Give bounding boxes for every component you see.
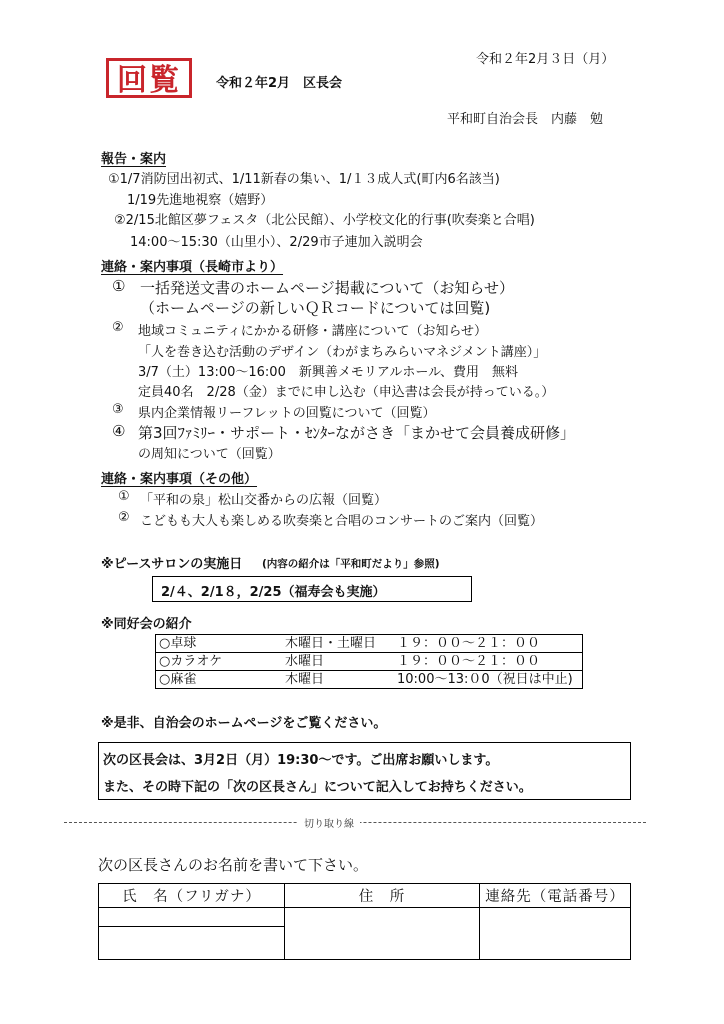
city-item-3-num: ③ — [112, 402, 124, 417]
phone-field[interactable] — [480, 908, 631, 960]
report-line-1: ①1/7消防団出初式、1/11新春の集い、1/１３成人式(町内6名該当) — [108, 172, 500, 187]
city-item-2: 地域コミュニティにかかる研修・講座について（お知らせ） — [138, 324, 488, 339]
city-item-4-num: ④ — [112, 422, 126, 440]
peace-salon-dates-box — [152, 576, 472, 602]
clubs-heading: ※同好会の紹介 — [101, 617, 192, 632]
next-meeting-line-1: 次の区長会は、3月2日（月）19:30～です。ご出席お願いします。 — [103, 753, 499, 768]
table-row — [99, 884, 631, 908]
city-item-1-num: ① — [112, 277, 126, 295]
club-time: 10:00～13:０0（祝日は中止) — [394, 671, 583, 689]
column-address: 住 所 — [285, 884, 480, 908]
other-item-2: こどもも大人も楽しめる吹奏楽と合唱のコンサートのご案内（回覧） — [140, 514, 544, 529]
homepage-note: ※是非、自治会のホームページをご覧ください。 — [101, 716, 387, 731]
page-title: 令和２年2月 区長会 — [216, 76, 343, 91]
section-report-heading: 報告・案内 — [101, 152, 167, 167]
club-day: 水曜日 — [282, 653, 394, 671]
club-day: 木曜日 — [282, 671, 394, 689]
peace-salon-note: (内容の紹介は「平和町だより」参照) — [262, 558, 440, 570]
club-name: ○麻雀 — [156, 671, 283, 689]
other-item-2-num: ② — [118, 510, 130, 525]
city-item-1-sub: （ホームページの新しいＱＲコードについては回覧) — [140, 299, 491, 317]
section-other-heading: 連絡・案内事項（その他） — [101, 472, 258, 487]
peace-salon-dates: 2/４、2/1８，2/25（福寿会も実施） — [161, 585, 386, 600]
club-day: 木曜日・土曜日 — [282, 635, 394, 653]
date: 令和２年2月３日（月） — [476, 52, 615, 67]
column-name: 氏 名（フリガナ） — [99, 884, 285, 908]
next-meeting-box — [98, 742, 631, 800]
city-item-2-sub2: 3/7（土）13:00～16:00 新興善メモリアルホール、費用 無料 — [138, 365, 519, 380]
table-row — [156, 635, 583, 653]
next-meeting-line-2: また、その時下記の「次の区長さん」について記入してお持ちください。 — [103, 780, 532, 795]
table-row — [156, 653, 583, 671]
circulation-stamp: 回覧 — [106, 58, 192, 98]
club-name: ○カラオケ — [156, 653, 283, 671]
city-item-2-sub1: 「人を巻き込む活動のデザイン（わがまちみらいマネジメント講座）」 — [138, 345, 547, 360]
section-city-heading: 連絡・案内事項（長崎市より） — [101, 260, 284, 275]
report-line-2: 1/19先進地視察（嬉野） — [127, 193, 274, 208]
city-item-4: 第3回ﾌｧﾐﾘｰ・サポート・ｾﾝﾀｰながさき「まかせて会員養成研修」 — [138, 424, 576, 442]
name-field[interactable] — [99, 927, 285, 960]
clubs-table — [155, 634, 583, 689]
other-item-1: 「平和の泉」松山交番からの広報（回覧） — [140, 493, 388, 508]
club-time: １９：００～２１：００ — [394, 653, 583, 671]
peace-salon-heading: ※ピースサロンの実施日 — [101, 557, 243, 572]
table-row — [156, 671, 583, 689]
club-time: １９：００～２１：００ — [394, 635, 583, 653]
registration-table — [98, 883, 631, 960]
address-field[interactable] — [285, 908, 480, 960]
column-phone: 連絡先（電話番号） — [480, 884, 631, 908]
furigana-field[interactable] — [99, 908, 285, 927]
table-row — [99, 908, 631, 927]
sender: 平和町自治会長 内藤 勉 — [447, 112, 604, 127]
club-name: ○卓球 — [156, 635, 283, 653]
city-item-2-sub3: 定員40名 2/28（金）までに申し込む（申込書は会長が持っている。） — [138, 385, 555, 400]
city-item-2-num: ② — [112, 320, 124, 335]
report-line-4: 14:00～15:30（山里小）、2/29市子連加入説明会 — [130, 235, 423, 250]
form-instruction: 次の区長さんのお名前を書いて下さい。 — [98, 856, 369, 874]
other-item-1-num: ① — [118, 489, 130, 504]
city-item-3: 県内企業情報リーフレットの回覧について（回覧） — [138, 406, 436, 421]
city-item-4-sub: の周知について（回覧） — [138, 447, 281, 462]
cut-line-label: 切り取り線 — [298, 815, 360, 830]
report-line-3: ②2/15北館区夢フェスタ（北公民館）、小学校文化的行事(吹奏楽と合唱) — [114, 213, 535, 228]
city-item-1: 一括発送文書のホームページ掲載について（お知らせ） — [140, 279, 514, 297]
